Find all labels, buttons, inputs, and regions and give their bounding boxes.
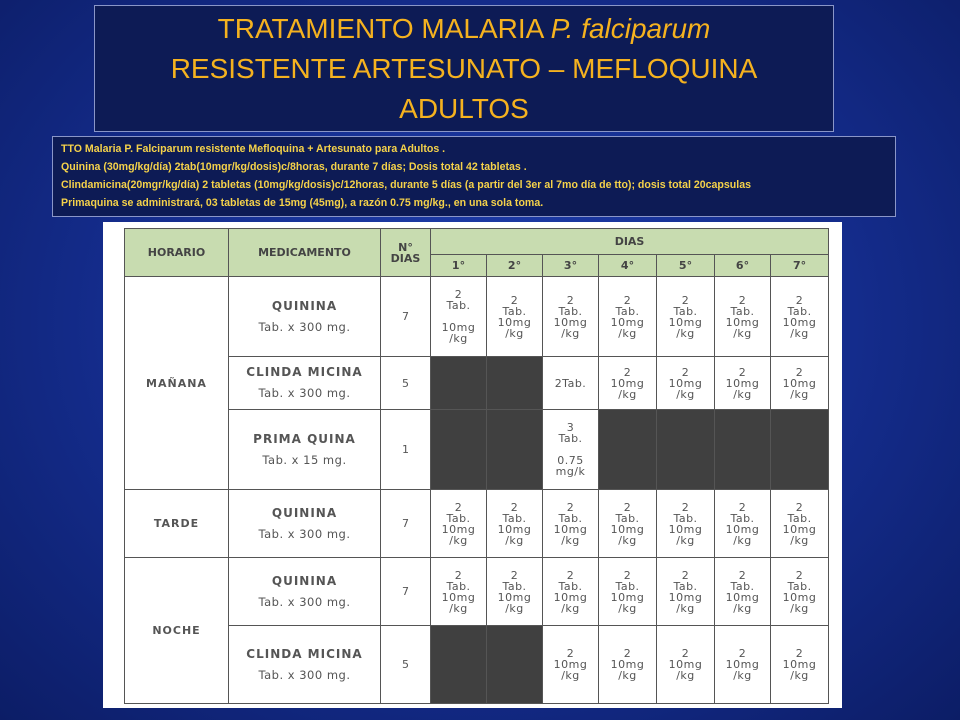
dose-line: /kg [561,533,580,547]
dose-line: Tab. [787,304,812,318]
dose-line: 2 [566,568,575,582]
dose-cell [657,626,715,704]
dose-line: 2 [738,293,747,307]
dose-line: 2 [681,293,690,307]
dose-line: Tab. [730,304,755,318]
n-dias-cell: 5 [381,626,431,704]
med-cell [229,626,381,704]
dose-line: 2 [454,288,463,301]
dose-line: /kg [561,326,580,340]
title-line-3: ADULTOS [399,92,529,124]
dose-line: 2 [681,365,690,379]
dose-line: 10mg [441,590,476,604]
dose-line: 2 [623,293,632,307]
dose-line: 10mg [610,376,645,390]
med-tab: Tab. x 300 mg. [258,386,351,400]
schedule-table-image [103,222,842,708]
dose-line: 10mg [441,321,476,334]
dose-line: 10mg [725,376,760,390]
header-day: 4° [599,255,657,277]
title-box [94,5,834,132]
empty-dark-cell [431,626,487,704]
dose-line: 2 [510,500,519,514]
dose-line: /kg [676,601,695,615]
dose-line: 2 [795,500,804,514]
dose-line: /kg [790,387,809,401]
dose-line: Tab. [787,579,812,593]
dose-line: /kg [449,533,468,547]
dose-line: 10mg [782,522,817,536]
dose-line: /kg [790,533,809,547]
dose-cell [431,490,487,558]
dose-line: Tab. [446,579,471,593]
dose-line: 2 [795,647,804,660]
dose-cell [487,490,543,558]
dose-line: 10mg [668,658,703,671]
dose-line: 2 [738,568,747,582]
dose-cell [543,490,599,558]
med-name: QUININA [271,505,338,520]
dose-line: 10mg [610,590,645,604]
dose-line: /kg [618,326,637,340]
dose-line: 2 [510,293,519,307]
n-dias-cell: 1 [381,410,431,490]
dose-cell [599,490,657,558]
dose-line: /kg [618,533,637,547]
dose-line: /kg [449,601,468,615]
med-tab: Tab. x 15 mg. [262,452,347,467]
med-cell [229,277,381,357]
dose-line: Tab. [558,432,583,445]
dose-cell [771,357,829,410]
dose-line: 2 [738,500,747,514]
dose-line: /kg [618,669,637,682]
dose-line: /kg [676,387,695,401]
dose-cell [715,626,771,704]
dose-cell [715,357,771,410]
dose-line: Tab. [730,579,755,593]
med-tab: Tab. x 300 mg. [258,667,351,682]
dose-line: /kg [790,601,809,615]
dose-cell [487,558,543,626]
dose-line: 10mg [782,376,817,390]
med-name: PRIMA QUINA [253,431,356,446]
dose-line: Tab. [502,579,527,593]
dose-line: 10mg [610,522,645,536]
med-name: CLINDA MICINA [246,646,363,661]
header-n-dias-2: DIAS [390,251,421,265]
dose-line: Tab. [787,511,812,525]
med-name: QUININA [271,573,338,588]
n-dias-cell: 5 [381,357,431,410]
dose-line: /kg [733,387,752,401]
dose-cell [599,357,657,410]
dose-line: /kg [790,326,809,340]
dose-line: Tab. [673,304,698,318]
header-dias: DIAS [431,229,829,255]
dose-line: 3 [566,421,575,434]
dose-cell [599,626,657,704]
dose-line: 2 [566,500,575,514]
dose-cell [487,277,543,357]
header-day: 1° [431,255,487,277]
info-line: Quinina (30mg/kg/día) 2tab(10mgr/kg/dosis)c/8horas, durante 7 días; Dosis total 42 tabletas . [61,161,527,173]
title-line-2: RESISTENTE ARTESUNATO – MEFLOQUINA [170,52,758,84]
dose-cell [431,277,487,357]
dose-line: /kg [505,326,524,340]
dose-cell [657,357,715,410]
dose-line: 10mg [668,315,703,329]
info-line: Clindamicina(20mgr/kg/día) 2 tabletas (10mg/kg/dosis)c/12horas, durante 5 días (a partir del 3er al 7mo día de tto); dosis total 20capsulas [61,179,751,191]
dose-line: 2 [454,500,463,514]
dose-line: /kg [733,669,752,682]
dose-cell [543,410,599,490]
dose-line: 2 [681,647,690,660]
n-dias-cell: 7 [381,558,431,626]
header-day: 2° [487,255,543,277]
dose-cell [599,558,657,626]
dose-line: 10mg [610,315,645,329]
dose-cell [771,277,829,357]
dose-cell [543,626,599,704]
dose-cell [771,626,829,704]
dose-line: 2 [623,365,632,379]
dose-cell [715,558,771,626]
dose-line: 0.75 [557,454,584,467]
dose-line: 2 [795,365,804,379]
dose-line: /kg [733,326,752,340]
dose-line: /kg [561,601,580,615]
dose-line: Tab. [558,511,583,525]
dose-line: /kg [618,387,637,401]
dose-line: /kg [676,533,695,547]
dose-cell [715,277,771,357]
dose-line: 10mg [725,522,760,536]
dose-line: 2 [623,568,632,582]
med-cell [229,357,381,410]
dose-line: 2 [510,568,519,582]
title-line-1-text: TRATAMIENTO MALARIA [217,12,551,44]
dose-line: /kg [733,533,752,547]
dose-line: /kg [561,669,580,682]
n-dias-cell: 7 [381,277,431,357]
dose-line: 2 [795,293,804,307]
dose-line: 2 [566,647,575,660]
period-tarde: TARDE [125,490,229,558]
dose-line: Tab. [558,579,583,593]
dose-line: 10mg [782,315,817,329]
dose-line: Tab. [558,304,583,318]
dose-line: 10mg [553,315,588,329]
dose-line: 10mg [668,590,703,604]
med-tab: Tab. x 300 mg. [258,526,351,541]
dose-cell [715,490,771,558]
dose-line: 2 [623,500,632,514]
dose-cell [543,558,599,626]
dose-line: /kg [618,601,637,615]
dose-line: 10mg [497,522,532,536]
dose-line: 10mg [725,590,760,604]
dose-cell [657,490,715,558]
header-day: 3° [543,255,599,277]
dose-line: 10mg [553,522,588,536]
dose-line: 10mg [668,376,703,390]
dose-line: 2 [681,500,690,514]
dose-cell [657,277,715,357]
empty-dark-cell [771,410,829,490]
dose-line: 2 [454,568,463,582]
empty-dark-cell [487,357,543,410]
dose-line: 10mg [668,522,703,536]
empty-dark-cell [487,410,543,490]
dose-line: 10mg [725,315,760,329]
dose-cell [771,558,829,626]
info-line: Primaquina se administrará, 03 tabletas de 15mg (45mg), a razón 0.75 mg/kg., en una sola toma. [61,197,544,209]
dose-line: 10mg [553,590,588,604]
dose-line: 10mg [725,658,760,671]
dose-line: Tab. [502,304,527,318]
dose-line: 2 [738,647,747,660]
dose-line: /kg [676,326,695,340]
header-day: 6° [715,255,771,277]
header-medicamento: MEDICAMENTO [229,229,381,277]
title-line-1 [218,9,711,49]
dose-line: 2 [681,568,690,582]
dose-line: /kg [505,601,524,615]
dose-cell [431,558,487,626]
dose-line: 10mg [782,658,817,671]
dose-line: 2 [623,647,632,660]
dose-line: /kg [733,601,752,615]
period-manana: MAÑANA [125,277,229,490]
dose-line: Tab. [446,299,471,312]
med-tab: Tab. x 300 mg. [258,319,351,334]
empty-dark-cell [715,410,771,490]
empty-dark-cell [599,410,657,490]
schedule-table [124,228,829,704]
dose-line: 10mg [497,590,532,604]
dose-line: 2 [738,365,747,379]
header-n-dias [381,229,431,277]
dose-cell [599,277,657,357]
dose-cell [657,558,715,626]
dose-cell [771,490,829,558]
dose-line: /kg [505,533,524,547]
n-dias-cell: 7 [381,490,431,558]
dose-line: Tab. [615,304,640,318]
dose-line: 2 [566,293,575,307]
med-name: QUININA [271,298,338,313]
empty-dark-cell [657,410,715,490]
empty-dark-cell [487,626,543,704]
dose-line: mg/k [555,465,586,478]
med-cell [229,410,381,490]
med-tab: Tab. x 300 mg. [258,594,351,609]
header-n-dias-1: N° [398,240,413,254]
dose-line: 10mg [782,590,817,604]
empty-dark-cell [431,410,487,490]
med-cell [229,558,381,626]
dose-line: 10mg [553,658,588,671]
dose-cell [543,277,599,357]
dose-line: /kg [449,332,468,345]
dose-line: Tab. [673,579,698,593]
dose-line: 10mg [610,658,645,671]
med-cell [229,490,381,558]
info-box [52,136,896,217]
med-name: CLINDA MICINA [246,365,363,379]
header-day: 5° [657,255,715,277]
dose-line: Tab. [615,579,640,593]
dose-line: Tab. [502,511,527,525]
dose-line: /kg [676,669,695,682]
dose-line: Tab. [446,511,471,525]
dose-line: Tab. [673,511,698,525]
empty-dark-cell [431,357,487,410]
dose-line: 2 [795,568,804,582]
info-line: TTO Malaria P. Falciparum resistente Mefloquina + Artesunato para Adultos . [61,143,446,155]
header-day: 7° [771,255,829,277]
dose-line: /kg [790,669,809,682]
dose-line: 10mg [497,315,532,329]
header-horario: HORARIO [125,229,229,277]
dose-line: 10mg [441,522,476,536]
dose-line: Tab. [615,511,640,525]
title-line-1-species: P. falciparum [550,12,711,44]
period-noche: NOCHE [125,558,229,704]
dose-cell: 2Tab. [543,357,599,410]
dose-line: Tab. [730,511,755,525]
